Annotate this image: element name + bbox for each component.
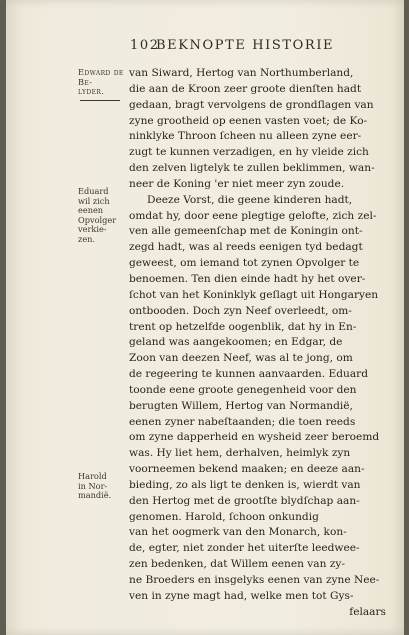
body-line: geland was aangekoomen; en Edgar, de xyxy=(129,336,343,349)
body-line: Zoon van deezen Neef, was al te jong, om xyxy=(129,352,353,365)
body-line: Deeze Vorst, die geene kinderen hadt, xyxy=(147,193,353,206)
body-line: van het oogmerk van den Monarch, kon- xyxy=(129,526,347,539)
margin-note-rule xyxy=(80,100,120,101)
body-line: gedaan, bragt vervolgens de grondſlagen van xyxy=(129,98,374,111)
body-line: om zyne dapperheid en wysheid zeer beroemd xyxy=(129,431,380,444)
body-line: de regeering te kunnen aanvaarden. Eduard xyxy=(129,368,368,381)
body-line: zen bedenken, dat Willem eenen van zy- xyxy=(129,558,345,571)
margin-note-edward: Edward de Be- lyder. xyxy=(78,67,124,96)
body-line: den zelven ligtelyk te zullen beklimmen, wan- xyxy=(129,162,375,175)
margin-note-harold: Harold in Nor- mandië. xyxy=(78,471,112,500)
body-text xyxy=(129,66,394,621)
body-line: den Hertog met de grootſte blydſchap aan- xyxy=(129,494,360,507)
body-line: toonde eene groote genegenheid voor den xyxy=(129,383,357,396)
body-line: de, egter, niet zonder het uiterſte leedwee- xyxy=(129,542,360,555)
body-line: neer de Koning 'er niet meer zyn zoude. xyxy=(129,177,345,190)
body-line: ne Broeders en insgelyks eenen van zyne Nee- xyxy=(129,574,380,586)
body-line: ninklyke Throon ſcheen nu alleen zyne eer- xyxy=(129,130,362,143)
body-line: was. Hy liet hem, derhalven, heimlyk zyn xyxy=(129,447,351,460)
body-line: berugten Willem, Hertog van Normandië, xyxy=(129,399,353,412)
book-page xyxy=(6,0,404,635)
body-line: felaars xyxy=(349,605,386,618)
body-line: bieding, zo als ligt te denken is, wierdt van xyxy=(129,478,361,491)
body-line: ſchot van het Koninklyk geſlagt uit Hongaryen xyxy=(129,288,379,301)
body-line: ven alle gemeenſchap met de Koningin ont- xyxy=(129,225,363,238)
body-line: omdat hy, door eene plegtige gelofte, zich zel- xyxy=(129,209,377,222)
body-line: zugt te kunnen verzadigen, en hy vleide zich xyxy=(129,146,369,159)
body-line: zegd hadt, was al reeds eenigen tyd bedagt xyxy=(129,241,363,254)
page-number: 102 xyxy=(130,38,160,53)
body-line: zyne grootheid op eenen vasten voet; de Ko- xyxy=(129,114,368,127)
body-line: benoemen. Ten dien einde hadt hy het over- xyxy=(129,272,366,285)
running-title: BEKNOPTE HISTORIE xyxy=(156,38,335,53)
body-line: die aan de Kroon zeer groote dienſten hadt xyxy=(129,82,362,95)
body-line: geweest, om iemand tot zynen Opvolger te xyxy=(129,257,360,270)
body-line: van Siward, Hertog van Northumberland, xyxy=(129,67,354,79)
body-line: voorneemen bekend maaken; en deeze aan- xyxy=(129,463,365,476)
body-line: ontbooden. Doch zyn Neef overleedt, om- xyxy=(129,304,352,317)
body-line: trent op hetzelfde oogenblik, dat hy in En- xyxy=(129,320,357,333)
body-line: genomen. Harold, ſchoon onkundig xyxy=(129,510,319,523)
body-line: eenen zyner nabeſtaanden; die toen reeds xyxy=(129,415,356,428)
body-line: ven in zyne magt had, welke men tot Gys- xyxy=(129,589,354,602)
margin-note-successor: Eduard wil zich eenen Opvolger verkie- zen. xyxy=(78,186,117,244)
